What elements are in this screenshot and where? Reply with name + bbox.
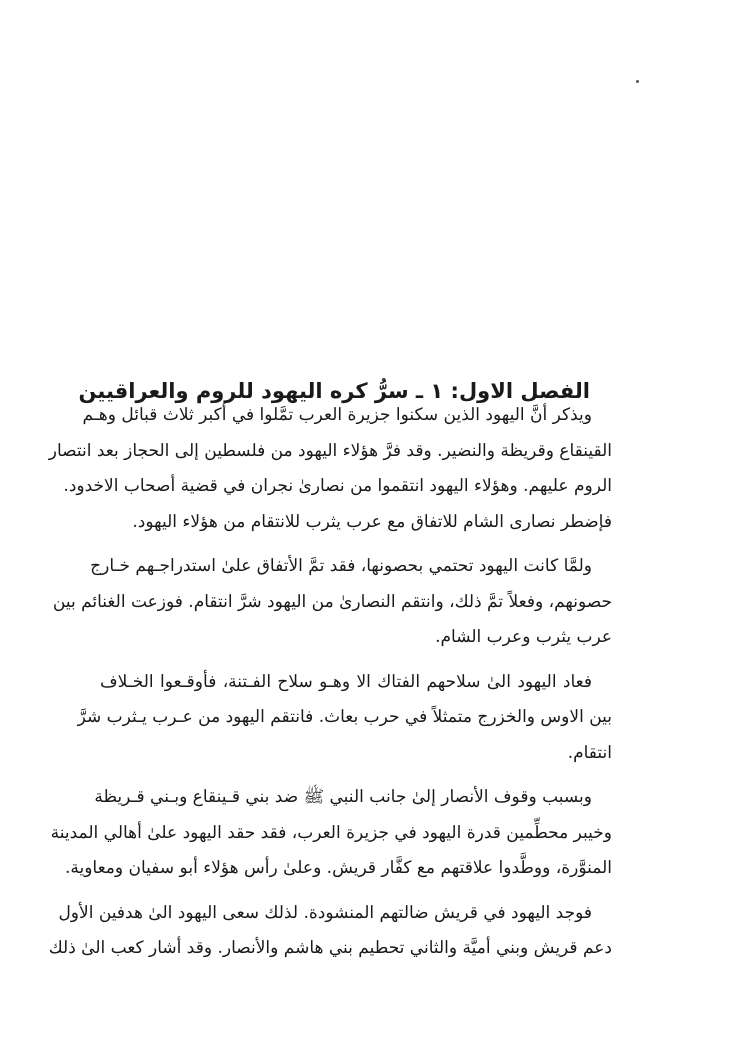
paragraph-2: [52, 549, 612, 656]
paragraph-5: [48, 896, 612, 967]
body-text: [48, 398, 612, 967]
text-line: انتقام.: [567, 742, 612, 763]
text-line: فوجد اليهود في قريش ضالتهم المنشودة. لذلك سعى اليهود الىٰ هدفين الأول: [58, 902, 592, 923]
paragraph-3: [77, 665, 612, 772]
text-line: بين الاوس والخزرج متمثلاً في حرب بعاث. فانتقم اليهود من عـرب يـثرب شرَّ: [77, 707, 612, 727]
text-line: الروم عليهم. وهؤلاء اليهود انتقموا من نصارىٰ نجران في قضية أصحاب الاخدود.: [63, 476, 612, 496]
stray-dot-mark: [636, 80, 639, 83]
text-line: دعم قريش وبني أميَّة والثاني تحطيم بني هاشم والأنصار. وقد أشار كعب الىٰ ذلك: [48, 938, 612, 958]
text-line: ويذكر أنَّ اليهود الذين سكنوا جزيرة العرب تمَّلوا في أكبر ثلاث قبائل وهـم: [82, 405, 592, 425]
text-line: ولمَّا كانت اليهود تحتمي بحصونها، فقد تمَّ الأتفاق علىٰ استدراجـهم خـارج: [90, 556, 592, 576]
text-line: وبسبب وقوف الأنصار إلىٰ جانب النبي ﷺ ضد بني قـينقاع وبـني قـريظة: [94, 787, 592, 807]
paragraph-4: [50, 780, 612, 887]
text-line: حصونهم، وفعلاً تمَّ ذلك، وانتقم النصارىٰ من اليهود شرَّ انتقام. فوزعت الغنائم بين: [52, 591, 612, 612]
text-line: القينقاع وقريظة والنضير. وقد فرَّ هؤلاء اليهود من فلسطين إلى الحجاز بعد انتصار: [48, 440, 612, 461]
text-line: عرب يثرب وعرب الشام.: [435, 627, 612, 647]
text-line: المنوَّرة، ووطَّدوا علاقتهم مع كفَّار قريش. وعلىٰ رأس هؤلاء أبو سفيان ومعاوية.: [64, 858, 612, 878]
text-line: فعاد اليهود الىٰ سلاحهم الفتاك الا وهـو سلاح الفـتنة، فأوقـعوا الخـلاف: [100, 671, 592, 692]
text-line: فإضطر نصارى الشام للاتفاق مع عرب يثرب للانتقام من هؤلاء اليهود.: [132, 511, 612, 532]
chapter-heading: الفصل الاول: ١ ـ سرُّ كره اليهود للروم والعراقيين: [78, 379, 590, 404]
paragraph-1: [48, 398, 612, 540]
text-line: وخيبر محطِّمين قدرة اليهود في جزيرة العرب، فقد حقد اليهود علىٰ أهالي المدينة: [50, 822, 612, 843]
